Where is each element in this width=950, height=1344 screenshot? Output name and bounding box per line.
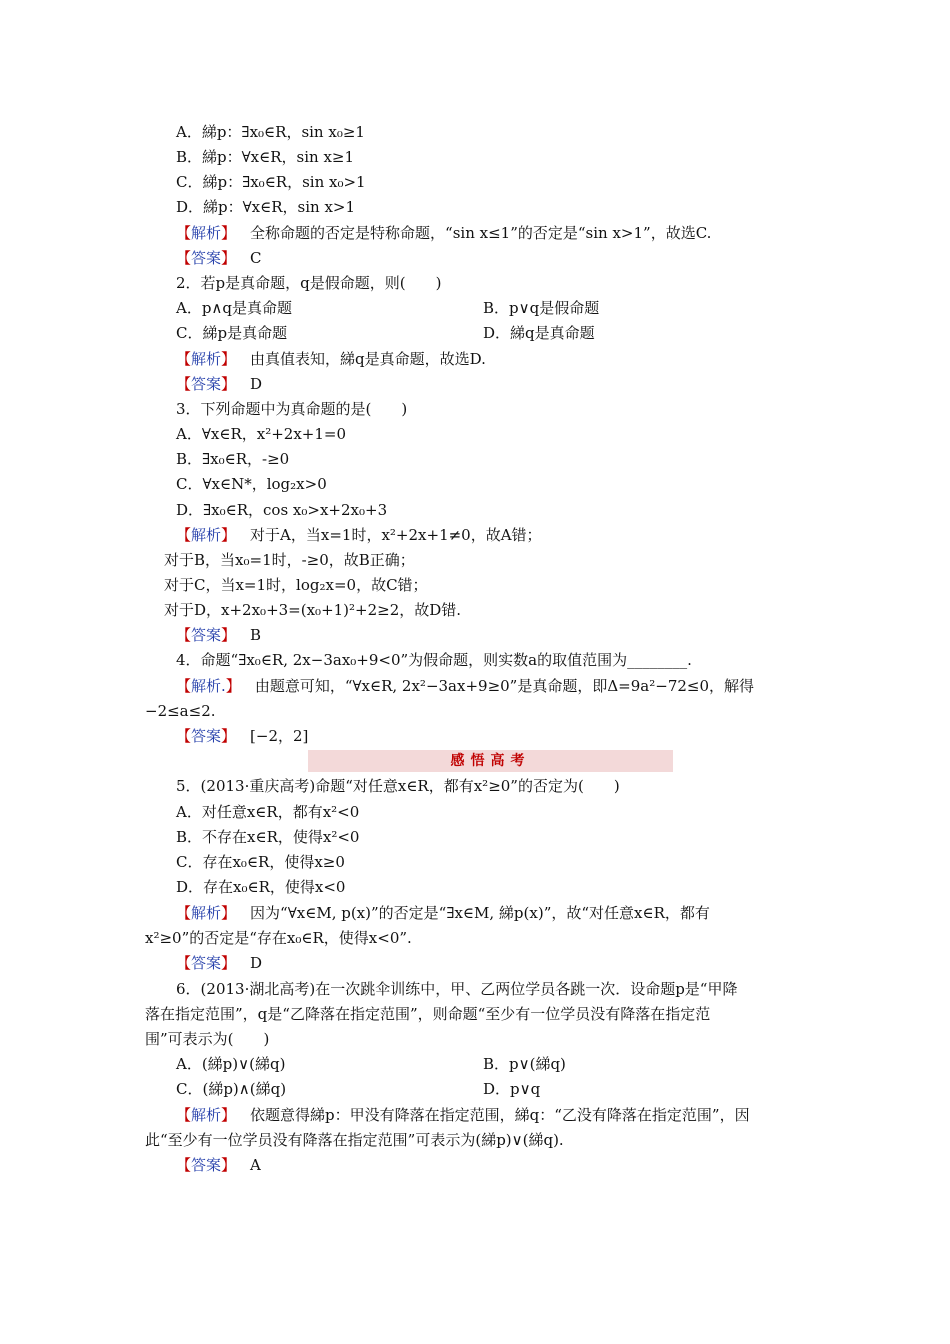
text-line: [176, 827, 359, 847]
label-tag: 【答案】: [176, 626, 237, 644]
line-text: 全称命题的否定是特称命题，“sin x≤1”的否定是“sin x>1”，故选C.: [250, 224, 712, 242]
label-tag: 【解析】: [176, 224, 237, 242]
line-text: 对于C，当x=1时，log₂x=0，故C错；: [164, 576, 428, 594]
line-text: 5．(2013·重庆高考)命题“对任意x∈R，都有x²≥0”的否定为( ): [176, 777, 620, 795]
text-line: [176, 197, 355, 217]
line-text: A．对任意x∈R，都有x²<0: [176, 803, 360, 821]
line-text: D．綈p：∀x∈R，sin x>1: [176, 198, 356, 216]
line-text: A．∀x∈R，x²+2x+1=0: [176, 425, 347, 443]
line-text: C．(綈p)∧(綈q): [176, 1080, 287, 1098]
option-right: B．p∨q是假命题: [483, 299, 600, 317]
line-text: 4．命题“∃x₀∈R, 2x−3ax₀+9<0”为假命题，则实数a的取值范围为________.: [176, 651, 692, 669]
line-text: 对于D，x+2x₀+3=(x₀+1)²+2≥2，故D错.: [164, 601, 462, 619]
text-line: [176, 122, 365, 142]
line-text: B．綈p：∀x∈R，sin x≥1: [176, 148, 355, 166]
line-text: A: [250, 1156, 261, 1174]
line-text: B．不存在x∈R，使得x²<0: [176, 828, 360, 846]
answer-line: [176, 248, 262, 268]
line-text: 依题意得綈p：甲没有降落在指定范围，綈q：“乙没有降落在指定范围”，因: [250, 1106, 750, 1124]
text-line: [176, 1054, 285, 1074]
label-tag: 【答案】: [176, 375, 237, 393]
line-text: A．p∧q是真命题: [176, 299, 293, 317]
label-tag: 【解析】: [176, 350, 237, 368]
text-line: [176, 147, 354, 167]
text-line: [176, 424, 346, 444]
line-text: D: [250, 375, 263, 393]
text-line: [145, 1029, 269, 1049]
line-text: −2≤a≤2.: [145, 702, 216, 720]
answer-line: [176, 525, 542, 545]
text-line: [145, 701, 216, 721]
line-text: C．∀x∈N*，log₂x>0: [176, 475, 327, 493]
answer-line: [176, 1155, 261, 1175]
text-line: [176, 449, 289, 469]
option-right: D．綈q是真命题: [483, 324, 595, 342]
answer-line: [176, 349, 486, 369]
text-line: [176, 852, 345, 872]
line-text: C．存在x₀∈R，使得x≥0: [176, 853, 345, 871]
line-text: [−2，2]: [250, 727, 309, 745]
text-line: [176, 298, 292, 318]
text-line: [145, 1004, 710, 1024]
answer-line: [176, 625, 261, 645]
line-text: D: [250, 954, 263, 972]
option-right: B．p∨(綈q): [483, 1055, 566, 1073]
text-line: [176, 979, 737, 999]
line-text: C: [250, 249, 262, 267]
text-line: [176, 802, 359, 822]
line-text: A．綈p：∃x₀∈R，sin x₀≥1: [176, 123, 365, 141]
answer-line: [176, 1105, 750, 1125]
label-tag: 【解析.】: [176, 677, 241, 695]
text-line: [176, 877, 345, 897]
line-text: 3．下列命题中为真命题的是( ): [176, 400, 408, 418]
text-line: [145, 1130, 564, 1150]
answer-line: [176, 223, 711, 243]
label-tag: 【答案】: [176, 249, 237, 267]
line-text: 对于B，当x₀=1时，-≥0，故B正确；: [164, 551, 415, 569]
text-line: [176, 172, 366, 192]
line-text: 因为“∀x∈M, p(x)”的否定是“∃x∈M, 綈p(x)”，故“对任意x∈R，都有: [250, 904, 710, 922]
label-tag: 【答案】: [176, 954, 237, 972]
line-text: 围”可表示为( ): [145, 1030, 270, 1048]
answer-line: [176, 374, 262, 394]
text-line: [145, 928, 412, 948]
text-line: [176, 399, 407, 419]
line-text: 由题意可知，“∀x∈R, 2x²−3ax+9≥0”是真命题，即Δ=9a²−72≤0，解得: [254, 677, 755, 695]
section-banner: 感悟高考: [308, 750, 673, 772]
line-text: A．(綈p)∨(綈q): [176, 1055, 286, 1073]
line-text: 此“至少有一位学员没有降落在指定范围”可表示为(綈p)∨(綈q).: [145, 1131, 564, 1149]
line-text: 落在指定范围”，q是“乙降落在指定范围”，则命题“至少有一位学员没有降落在指定范: [145, 1005, 711, 1023]
text-line: [176, 273, 441, 293]
line-text: 2．若p是真命题，q是假命题，则( ): [176, 274, 442, 292]
text-line: [176, 474, 327, 494]
text-line: [164, 575, 428, 595]
text-line: [176, 650, 692, 670]
label-tag: 【解析】: [176, 526, 237, 544]
line-text: 6．(2013·湖北高考)在一次跳伞训练中，甲、乙两位学员各跳一次．设命题p是“甲降: [176, 980, 738, 998]
line-text: C．綈p：∃x₀∈R，sin x₀>1: [176, 173, 366, 191]
text-line: [176, 500, 387, 520]
text-line: [176, 776, 620, 796]
text-line: [164, 600, 461, 620]
line-text: x²≥0”的否定是“存在x₀∈R，使得x<0”.: [145, 929, 412, 947]
line-text: D．存在x₀∈R，使得x<0: [176, 878, 346, 896]
answer-line: [176, 953, 262, 973]
text-line: [176, 1079, 286, 1099]
label-tag: 【答案】: [176, 727, 237, 745]
line-text: 对于A，当x=1时，x²+2x+1≠0，故A错；: [250, 526, 542, 544]
text-line: [164, 550, 415, 570]
answer-line: [176, 903, 710, 923]
line-text: D．∃x₀∈R，cos x₀>x+2x₀+3: [176, 501, 388, 519]
line-text: B: [250, 626, 262, 644]
line-text: B．∃x₀∈R，-≥0: [176, 450, 290, 468]
label-tag: 【解析】: [176, 1106, 237, 1124]
label-tag: 【解析】: [176, 904, 237, 922]
text-line: [176, 323, 287, 343]
line-text: 由真值表知，綈q是真命题，故选D.: [250, 350, 486, 368]
answer-line: [176, 676, 754, 696]
option-right: D．p∨q: [483, 1080, 541, 1098]
line-text: C．綈p是真命题: [176, 324, 288, 342]
answer-line: [176, 726, 308, 746]
label-tag: 【答案】: [176, 1156, 237, 1174]
